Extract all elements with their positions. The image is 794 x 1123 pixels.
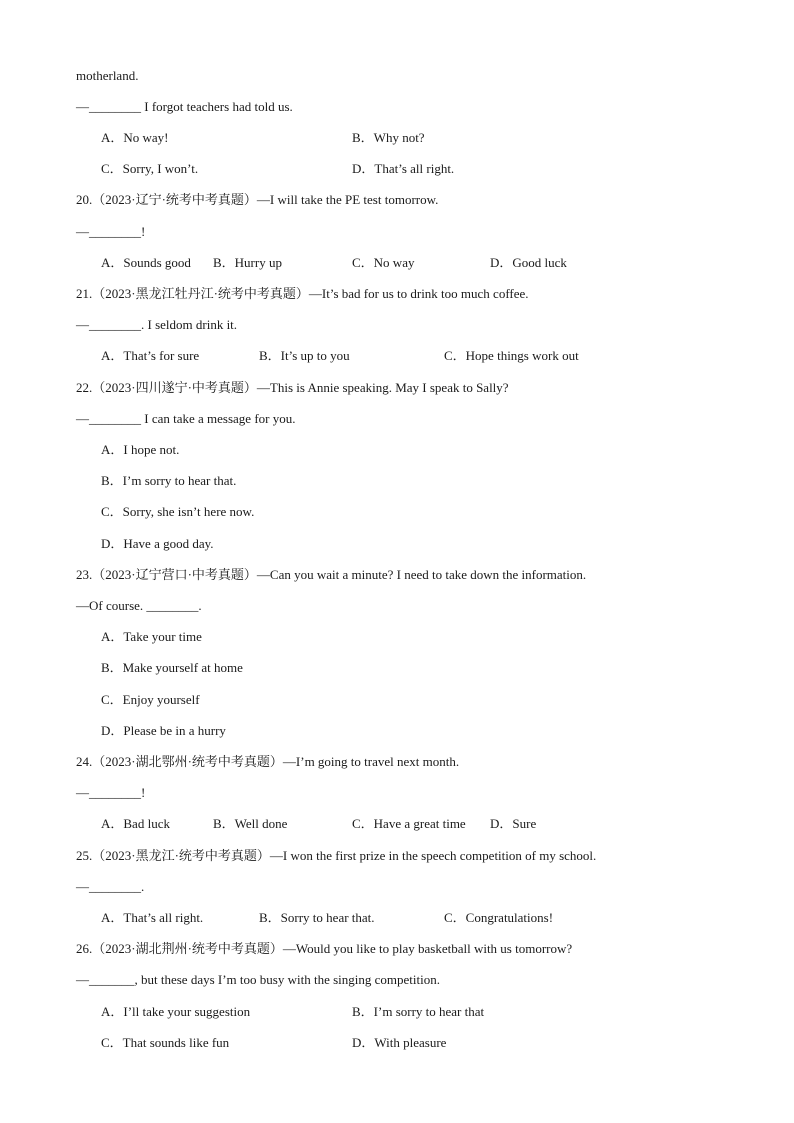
question-22-option-b: B．I’m sorry to hear that. (101, 473, 237, 488)
question-20-stem: 20.（2023·辽宁·统考中考真题）—I will take the PE test tomorrow. (76, 192, 439, 207)
question-20-option-a: A．Sounds good (101, 255, 191, 270)
question-20-option-d: D．Good luck (490, 255, 567, 270)
question-22-option-c: C．Sorry, she isn’t here now. (101, 504, 255, 519)
question-26-option-d: D．With pleasure (352, 1035, 447, 1050)
question-24-option-d: D．Sure (490, 816, 537, 831)
question-25-option-a: A．That’s all right. (101, 910, 204, 925)
question-23-stem: 23.（2023·辽宁营口·中考真题）—Can you wait a minute? I need to take down the information. (76, 567, 587, 582)
question-26-option-b: B．I’m sorry to hear that (352, 1004, 485, 1019)
question-21-option-a: A．That’s for sure (101, 348, 200, 363)
question-21-stem: 21.（2023·黑龙江牡丹江·统考中考真题）—It’s bad for us to drink too much coffee. (76, 286, 529, 301)
question-25-stem: 25.（2023·黑龙江·统考中考真题）—I won the first prize in the speech competition of my school. (76, 848, 597, 863)
question-20-reply: —________! (76, 224, 146, 239)
question-23-option-d: D．Please be in a hurry (101, 723, 226, 738)
question-21-reply: —________. I seldom drink it. (76, 317, 238, 332)
question-22-stem: 22.（2023·四川遂宁·中考真题）—This is Annie speaking. May I speak to Sally? (76, 380, 509, 395)
question-25-reply: —________. (76, 879, 145, 894)
question-22-option-a: A．I hope not. (101, 442, 180, 457)
question-20-option-b: B．Hurry up (213, 255, 282, 270)
question-20-option-c: C．No way (352, 255, 415, 270)
question-26-stem: 26.（2023·湖北荆州·统考中考真题）—Would you like to play basketball with us tomorrow? (76, 941, 573, 956)
question-19-option-c: C．Sorry, I won’t. (101, 161, 199, 176)
question-22-option-d: D．Have a good day. (101, 536, 214, 551)
question-24-stem: 24.（2023·湖北鄂州·统考中考真题）—I’m going to travel next month. (76, 754, 460, 769)
question-26-reply: —_______, but these days I’m too busy with the singing competition. (76, 972, 440, 987)
question-23-option-c: C．Enjoy yourself (101, 692, 200, 707)
question-22-reply: —________ I can take a message for you. (76, 411, 296, 426)
question-23-reply: —Of course. ________. (76, 598, 202, 613)
question-25-option-b: B．Sorry to hear that. (259, 910, 375, 925)
question-26-option-c: C．That sounds like fun (101, 1035, 230, 1050)
question-19-reply: —________ I forgot teachers had told us. (76, 99, 293, 114)
question-26-option-a: A．I’ll take your suggestion (101, 1004, 251, 1019)
question-19-stem-end: motherland. (76, 68, 139, 83)
question-19-option-b: B．Why not? (352, 130, 425, 145)
question-21-option-c: C．Hope things work out (444, 348, 579, 363)
question-24-option-b: B．Well done (213, 816, 288, 831)
question-19-option-a: A．No way! (101, 130, 169, 145)
question-25-option-c: C．Congratulations! (444, 910, 554, 925)
question-19-option-d: D．That’s all right. (352, 161, 455, 176)
question-24-reply: —________! (76, 785, 146, 800)
question-23-option-b: B．Make yourself at home (101, 660, 243, 675)
question-23-option-a: A．Take your time (101, 629, 202, 644)
question-24-option-a: A．Bad luck (101, 816, 170, 831)
question-21-option-b: B．It’s up to you (259, 348, 350, 363)
question-24-option-c: C．Have a great time (352, 816, 466, 831)
